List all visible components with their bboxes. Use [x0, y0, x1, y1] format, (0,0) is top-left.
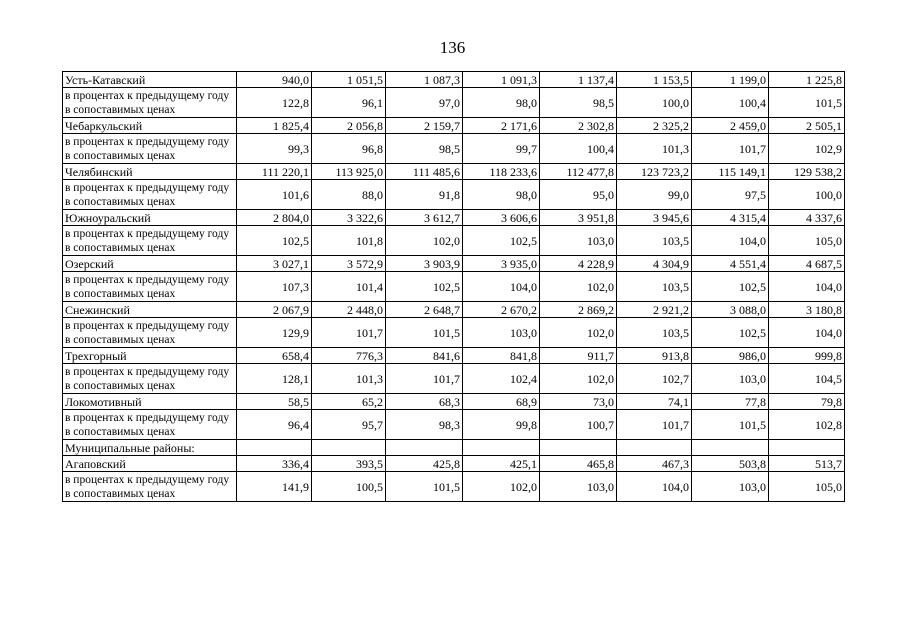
table-cell-value: 102,7: [617, 364, 692, 394]
table-cell-value: 100,4: [692, 88, 769, 118]
table-cell-value: 986,0: [692, 348, 769, 364]
table-cell-value: 97,0: [386, 88, 463, 118]
table-cell-value: 79,8: [769, 394, 845, 410]
page-number: 136: [439, 38, 466, 57]
table-cell-value: 4 551,4: [692, 256, 769, 272]
table-cell-value: 102,5: [692, 272, 769, 302]
table-cell-value: 129,9: [237, 318, 312, 348]
table-cell-value: 1 137,4: [540, 72, 617, 88]
table-cell-value: 2 804,0: [237, 210, 312, 226]
table-cell-value: 103,0: [692, 472, 769, 502]
table-cell-value: 105,0: [769, 226, 845, 256]
table-cell-value: 104,0: [617, 472, 692, 502]
row-label-name: Локомотивный: [63, 394, 237, 410]
table-cell-value: 1 153,5: [617, 72, 692, 88]
table-cell-value: 115 149,1: [692, 164, 769, 180]
table-cell-value: 913,8: [617, 348, 692, 364]
table-cell-value: 4 228,9: [540, 256, 617, 272]
table-cell-value: 122,8: [237, 88, 312, 118]
table-cell-value: 3 945,6: [617, 210, 692, 226]
row-label-percent: в процентах к предыдущему году в сопоставимых ценах: [63, 410, 237, 440]
table-cell-value: 3 088,0: [692, 302, 769, 318]
table-cell-value: 3 951,8: [540, 210, 617, 226]
table-cell-value: 3 572,9: [312, 256, 386, 272]
table-cell-value: 940,0: [237, 72, 312, 88]
table-cell-value: 98,3: [386, 410, 463, 440]
table-cell-value: 3 180,8: [769, 302, 845, 318]
table-cell-value: 4 315,4: [692, 210, 769, 226]
table-cell-value: 2 056,8: [312, 118, 386, 134]
table-cell-value: 393,5: [312, 456, 386, 472]
table-cell-value: 1 091,3: [463, 72, 540, 88]
table-cell-value: 101,7: [312, 318, 386, 348]
table-cell-value: 1 199,0: [692, 72, 769, 88]
table-cell-value: 1 087,3: [386, 72, 463, 88]
table-cell-value: 2 171,6: [463, 118, 540, 134]
table-row: [63, 364, 845, 394]
table-cell-value: 103,5: [617, 272, 692, 302]
table-cell-value: 2 648,7: [386, 302, 463, 318]
table-cell-value: 129 538,2: [769, 164, 845, 180]
row-label-name: Трехгорный: [63, 348, 237, 364]
table-cell-value: 1 051,5: [312, 72, 386, 88]
table-cell-value: 2 159,7: [386, 118, 463, 134]
table-cell-value: 911,7: [540, 348, 617, 364]
table-body: [63, 72, 845, 502]
table-cell-value: 2 869,2: [540, 302, 617, 318]
table-cell-value: 113 925,0: [312, 164, 386, 180]
table-cell-value: [617, 440, 692, 456]
table-cell-value: 95,7: [312, 410, 386, 440]
table-cell-value: 3 903,9: [386, 256, 463, 272]
table-cell-value: 99,0: [617, 180, 692, 210]
table-cell-value: 104,5: [769, 364, 845, 394]
table-row: [63, 164, 845, 180]
table-row: [63, 410, 845, 440]
table-row: [63, 440, 845, 456]
table-cell-value: 102,9: [769, 134, 845, 164]
table-cell-value: 102,5: [692, 318, 769, 348]
table-cell-value: 1 825,4: [237, 118, 312, 134]
table-cell-value: 4 337,6: [769, 210, 845, 226]
table-cell-value: 111 485,6: [386, 164, 463, 180]
table-cell-value: 104,0: [769, 318, 845, 348]
table-cell-value: 103,0: [540, 472, 617, 502]
table-cell-value: [540, 440, 617, 456]
table-cell-value: 123 723,2: [617, 164, 692, 180]
table-cell-value: 102,5: [386, 272, 463, 302]
table-cell-value: 112 477,8: [540, 164, 617, 180]
table-cell-value: 4 304,9: [617, 256, 692, 272]
row-label-percent: в процентах к предыдущему году в сопоставимых ценах: [63, 226, 237, 256]
table-cell-value: 128,1: [237, 364, 312, 394]
table-cell-value: 103,0: [692, 364, 769, 394]
table-row: [63, 210, 845, 226]
table-cell-value: 101,5: [386, 318, 463, 348]
table-cell-value: 98,5: [540, 88, 617, 118]
table-row: [63, 318, 845, 348]
table-cell-value: 73,0: [540, 394, 617, 410]
table-cell-value: 99,8: [463, 410, 540, 440]
table-cell-value: 3 027,1: [237, 256, 312, 272]
table-cell-value: 2 067,9: [237, 302, 312, 318]
table-cell-value: 101,3: [312, 364, 386, 394]
row-label-name: Озерский: [63, 256, 237, 272]
table-cell-value: 841,8: [463, 348, 540, 364]
row-label-name: Южноуральский: [63, 210, 237, 226]
table-cell-value: 101,7: [386, 364, 463, 394]
row-label-name: Агаповский: [63, 456, 237, 472]
table-cell-value: 2 670,2: [463, 302, 540, 318]
row-label-percent: в процентах к предыдущему году в сопоставимых ценах: [63, 134, 237, 164]
table-cell-value: [463, 440, 540, 456]
table-cell-value: 88,0: [312, 180, 386, 210]
table-cell-value: [769, 440, 845, 456]
table-cell-value: 101,5: [692, 410, 769, 440]
table-cell-value: 2 325,2: [617, 118, 692, 134]
table-cell-value: 100,0: [617, 88, 692, 118]
table-cell-value: 3 606,6: [463, 210, 540, 226]
table-cell-value: 776,3: [312, 348, 386, 364]
row-label-percent: в процентах к предыдущему году в сопоставимых ценах: [63, 472, 237, 502]
table-row: [63, 226, 845, 256]
table-cell-value: 99,3: [237, 134, 312, 164]
row-label-percent: в процентах к предыдущему году в сопоставимых ценах: [63, 272, 237, 302]
table-cell-value: 111 220,1: [237, 164, 312, 180]
table-cell-value: 104,0: [463, 272, 540, 302]
table-cell-value: 1 225,8: [769, 72, 845, 88]
table-row: [63, 302, 845, 318]
table-cell-value: 100,0: [769, 180, 845, 210]
row-label-percent: в процентах к предыдущему году в сопоставимых ценах: [63, 180, 237, 210]
table-cell-value: 100,5: [312, 472, 386, 502]
table-cell-value: 102,8: [769, 410, 845, 440]
table-cell-value: 2 448,0: [312, 302, 386, 318]
statistics-table: [62, 71, 845, 502]
table-cell-value: 101,7: [692, 134, 769, 164]
table-row: [63, 394, 845, 410]
table-cell-value: 102,0: [540, 272, 617, 302]
table-cell-value: 101,6: [237, 180, 312, 210]
table-cell-value: 68,9: [463, 394, 540, 410]
table-cell-value: 103,5: [617, 226, 692, 256]
table-cell-value: 99,7: [463, 134, 540, 164]
table-cell-value: 141,9: [237, 472, 312, 502]
table-row: [63, 180, 845, 210]
table-row: [63, 256, 845, 272]
table-cell-value: 102,4: [463, 364, 540, 394]
table-cell-value: 2 302,8: [540, 118, 617, 134]
table-cell-value: 77,8: [692, 394, 769, 410]
table-cell-value: 95,0: [540, 180, 617, 210]
table-cell-value: 118 233,6: [463, 164, 540, 180]
row-label-name: Чебаркульский: [63, 118, 237, 134]
table-cell-value: 2 459,0: [692, 118, 769, 134]
table-cell-value: 107,3: [237, 272, 312, 302]
table-row: [63, 72, 845, 88]
table-cell-value: 658,4: [237, 348, 312, 364]
row-label-percent: в процентах к предыдущему году в сопоставимых ценах: [63, 88, 237, 118]
table-row: [63, 472, 845, 502]
table-row: [63, 456, 845, 472]
table-cell-value: 98,0: [463, 180, 540, 210]
table-row: [63, 118, 845, 134]
row-label-name: Снежинский: [63, 302, 237, 318]
table-cell-value: 102,0: [463, 472, 540, 502]
table-cell-value: 96,1: [312, 88, 386, 118]
row-label-name: Челябинский: [63, 164, 237, 180]
table-cell-value: 101,5: [386, 472, 463, 502]
table-row: [63, 88, 845, 118]
table-cell-value: [386, 440, 463, 456]
table-cell-value: 96,8: [312, 134, 386, 164]
table-cell-value: 74,1: [617, 394, 692, 410]
table-cell-value: 101,3: [617, 134, 692, 164]
table-cell-value: 98,0: [463, 88, 540, 118]
table-cell-value: 102,5: [237, 226, 312, 256]
row-label-name: Усть-Катавский: [63, 72, 237, 88]
table-cell-value: 96,4: [237, 410, 312, 440]
table-cell-value: 2 505,1: [769, 118, 845, 134]
table-cell-value: 100,4: [540, 134, 617, 164]
table-cell-value: 3 935,0: [463, 256, 540, 272]
row-label-percent: в процентах к предыдущему году в сопоставимых ценах: [63, 364, 237, 394]
table-cell-value: 91,8: [386, 180, 463, 210]
table-cell-value: [237, 440, 312, 456]
table-cell-value: 465,8: [540, 456, 617, 472]
table-row: [63, 348, 845, 364]
table-cell-value: 467,3: [617, 456, 692, 472]
table-cell-value: 101,4: [312, 272, 386, 302]
table-cell-value: 3 612,7: [386, 210, 463, 226]
table-cell-value: 103,5: [617, 318, 692, 348]
table-cell-value: 98,5: [386, 134, 463, 164]
table-cell-value: 68,3: [386, 394, 463, 410]
table-cell-value: 999,8: [769, 348, 845, 364]
table-cell-value: 102,0: [540, 364, 617, 394]
table-cell-value: 4 687,5: [769, 256, 845, 272]
table-cell-value: 425,8: [386, 456, 463, 472]
table-cell-value: 425,1: [463, 456, 540, 472]
table-cell-value: 58,5: [237, 394, 312, 410]
table-cell-value: 513,7: [769, 456, 845, 472]
row-label-percent: в процентах к предыдущему году в сопоставимых ценах: [63, 318, 237, 348]
table-cell-value: [312, 440, 386, 456]
table-cell-value: 100,7: [540, 410, 617, 440]
table-cell-value: 101,7: [617, 410, 692, 440]
table-cell-value: 101,8: [312, 226, 386, 256]
table-cell-value: 97,5: [692, 180, 769, 210]
table-cell-value: 103,0: [463, 318, 540, 348]
table-cell-value: 2 921,2: [617, 302, 692, 318]
table-cell-value: 503,8: [692, 456, 769, 472]
table-cell-value: 105,0: [769, 472, 845, 502]
table-cell-value: [692, 440, 769, 456]
table-cell-value: 103,0: [540, 226, 617, 256]
table-cell-value: 104,0: [769, 272, 845, 302]
table-cell-value: 102,0: [540, 318, 617, 348]
table-cell-value: 336,4: [237, 456, 312, 472]
table-cell-value: 841,6: [386, 348, 463, 364]
table-cell-value: 3 322,6: [312, 210, 386, 226]
table-row: [63, 134, 845, 164]
row-label-name: Муниципальные районы:: [63, 440, 237, 456]
table-cell-value: 102,0: [386, 226, 463, 256]
table-cell-value: 102,5: [463, 226, 540, 256]
table-cell-value: 104,0: [692, 226, 769, 256]
table-cell-value: 101,5: [769, 88, 845, 118]
table-cell-value: 65,2: [312, 394, 386, 410]
table-row: [63, 272, 845, 302]
